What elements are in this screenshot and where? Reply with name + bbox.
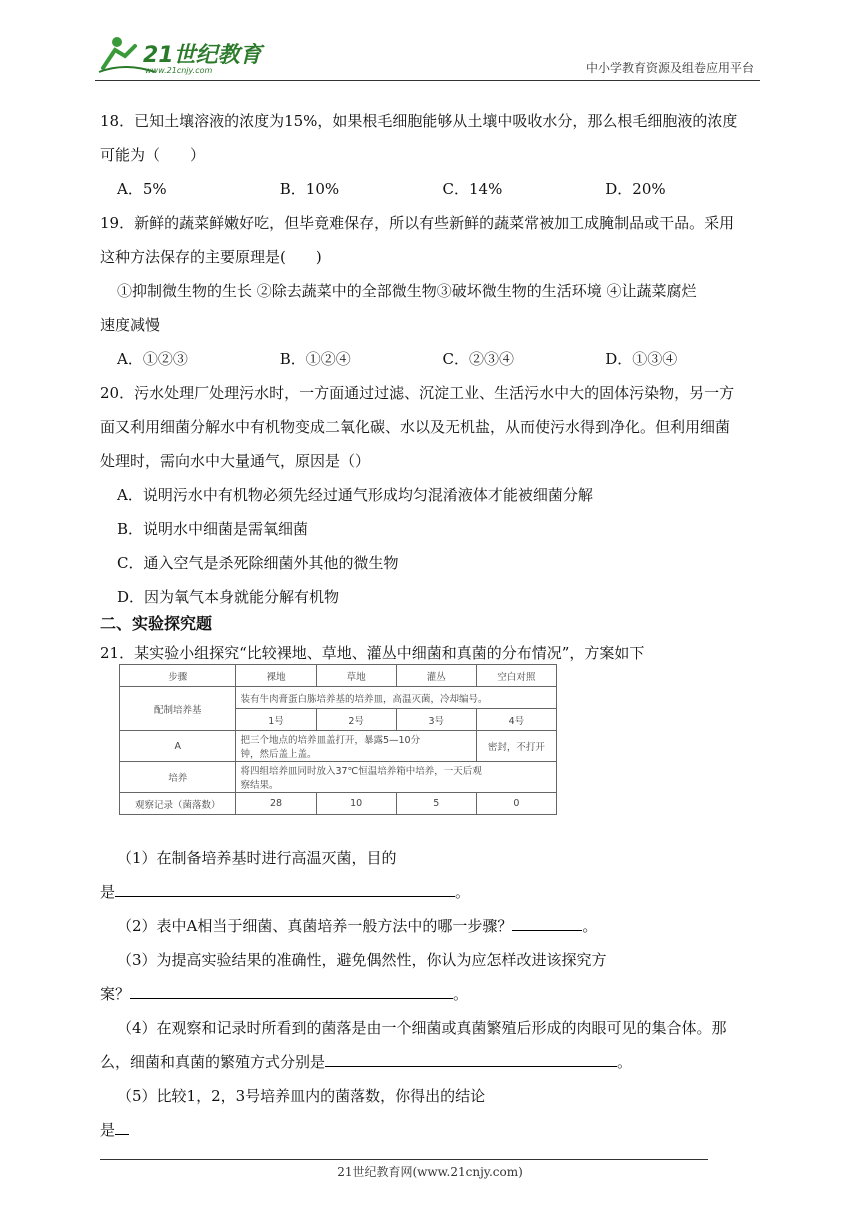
logo-url: www.21cnjy.com [145, 66, 213, 75]
answer-blank-4[interactable] [325, 1048, 617, 1067]
q19-line3: ①抑制微生物的生长 ②除去蔬菜中的全部微生物③破坏微生物的生活环境 ④让蔬菜腐烂 [117, 282, 697, 300]
q21-p5a: （5）比较1，2，3号培养皿内的菌落数，你得出的结论 [117, 1087, 486, 1105]
row-record-label: 观察记录（菌落数） [120, 793, 236, 815]
q19-option-a: A．①②③ [117, 350, 188, 368]
page-header [95, 32, 760, 81]
header-step: 步骤 [120, 665, 236, 687]
record-bare: 28 [236, 793, 316, 815]
row-culture-line2: 察结果。 [240, 780, 279, 791]
q21-p3b: 案？ [100, 985, 131, 1003]
q20-option-d: D．因为氧气本身就能分解有机物 [117, 588, 340, 606]
q19-line4: 速度减慢 [100, 316, 161, 334]
record-control: 0 [476, 793, 556, 815]
footer-rule [100, 1159, 708, 1160]
row-a-text [236, 731, 476, 762]
answer-blank-1[interactable] [115, 878, 455, 897]
q18-option-c: C．14% [442, 180, 503, 198]
dish-4: 4号 [476, 709, 556, 731]
row-a-label: A [120, 731, 236, 762]
table-header-row [120, 665, 557, 687]
row-prepare-label: 配制培养基 [120, 687, 236, 731]
q19-option-d: D．①③④ [605, 350, 678, 368]
q21-p5b-line [100, 1114, 768, 1148]
table-row [120, 762, 557, 793]
row-a-control: 密封，不打开 [476, 731, 556, 762]
q18-options [100, 172, 768, 206]
site-logo [95, 32, 265, 76]
q19-line2: 这种方法保存的主要原理是( ) [100, 248, 322, 266]
logo-text: 21世纪教育 [143, 43, 262, 68]
q20-option-a: A．说明污水中有机物必须先经过通气形成均匀混淆液体才能被细菌分解 [117, 486, 593, 504]
record-grass: 10 [316, 793, 396, 815]
answer-blank-3[interactable] [130, 980, 453, 999]
q21-p3b-line: 案？ 。 [100, 978, 768, 1012]
row-a-text-line1: 把三个地点的培养皿盖打开，暴露5—10分 [240, 735, 421, 746]
q21-p3a: （3）为提高实验结果的准确性，避免偶然性，你认为应怎样改进该探究方 [117, 951, 607, 969]
platform-label: 中小学教育资源及组卷应用平台 [585, 61, 754, 75]
q21-p4b: 么，细菌和真菌的繁殖方式分别是 [100, 1053, 326, 1071]
q18-option-a: A．5% [117, 180, 167, 198]
q19-option-b: B．①②④ [279, 350, 351, 368]
row-prepare-text: 装有牛肉膏蛋白胨培养基的培养皿，高温灭菌，冷却编号。 [236, 687, 557, 709]
dish-1: 1号 [236, 709, 316, 731]
q19-option-c: C．②③④ [442, 350, 514, 368]
q20-option-c: C．通入空气是杀死除细菌外其他的微生物 [117, 554, 399, 572]
q20-line2: 面又利用细菌分解水中有机物变成二氧化碳、水以及无机盐，从而使污水得到净化。但利用细菌 [100, 418, 731, 436]
q21-p2-line: （2）表中A相当于细菌、真菌培养一般方法中的哪一步骤？ 。 [100, 910, 768, 944]
q18-option-b: B．10% [279, 180, 340, 198]
answer-blank-2[interactable] [512, 912, 582, 931]
q20-option-b: B．说明水中细菌是需氧细菌 [117, 520, 309, 538]
header-control: 空白对照 [476, 665, 556, 687]
header-shrub: 灌丛 [396, 665, 476, 687]
q21-p4a: （4）在观察和记录时所看到的菌落是由一个细菌或真菌繁殖后形成的肉眼可见的集合体。那 [117, 1019, 727, 1037]
experiment-table [119, 664, 557, 815]
q21-p4b-line: 么，细菌和真菌的繁殖方式分别是 。 [100, 1046, 768, 1080]
q21-p5b: 是 [100, 1121, 116, 1139]
row-a-text-line2: 钟，然后盖上盖。 [240, 749, 317, 760]
q21-p1b: 是 [100, 883, 116, 901]
q21-p2: （2）表中A相当于细菌、真菌培养一般方法中的哪一步骤？ [117, 917, 513, 935]
q18-option-d: D．20% [605, 180, 666, 198]
row-culture-line1: 将四组培养皿同时放入37℃恒温培养箱中培养，一天后观 [240, 766, 482, 777]
table-row [120, 731, 557, 762]
q21-p1a: （1）在制备培养基时进行高温灭菌，目的 [117, 849, 397, 867]
q20-line1: 20．污水处理厂处理污水时，一方面通过过滤、沉淀工业、生活污水中大的固体污染物，另一方 [100, 384, 735, 402]
row-culture-label: 培养 [120, 762, 236, 793]
header-bare: 裸地 [236, 665, 316, 687]
q20-line3: 处理时，需向水中大量通气，原因是（） [100, 452, 371, 470]
table-row [120, 793, 557, 815]
q21-p1b-line: 是 。 [100, 876, 768, 910]
table-row [120, 687, 557, 709]
subquestions [100, 842, 768, 1148]
answer-blank-5[interactable] [115, 1116, 129, 1135]
q18-line1: 18．已知土壤溶液的浓度为15%，如果根毛细胞能够从土壤中吸收水分，那么根毛细胞液的浓度 [100, 112, 738, 130]
dish-2: 2号 [316, 709, 396, 731]
section-title: 二、实验探究题 [100, 614, 213, 633]
header-grass: 草地 [316, 665, 396, 687]
row-culture-text [236, 762, 557, 793]
q19-options [100, 342, 768, 376]
dish-3: 3号 [396, 709, 476, 731]
q21-stem: 21．某实验小组探究“比较裸地、草地、灌丛中细菌和真菌的分布情况”，方案如下 [100, 644, 645, 662]
page-footer: 21世纪教育网(www.21cnjy.com) [337, 1165, 523, 1179]
record-shrub: 5 [396, 793, 476, 815]
question-list [100, 104, 768, 668]
q18-line2: 可能为（ ） [100, 146, 206, 164]
q19-line1: 19．新鲜的蔬菜鲜嫩好吃，但毕竟难保存，所以有些新鲜的蔬菜常被加工成腌制品或干品。采用 [100, 214, 735, 232]
